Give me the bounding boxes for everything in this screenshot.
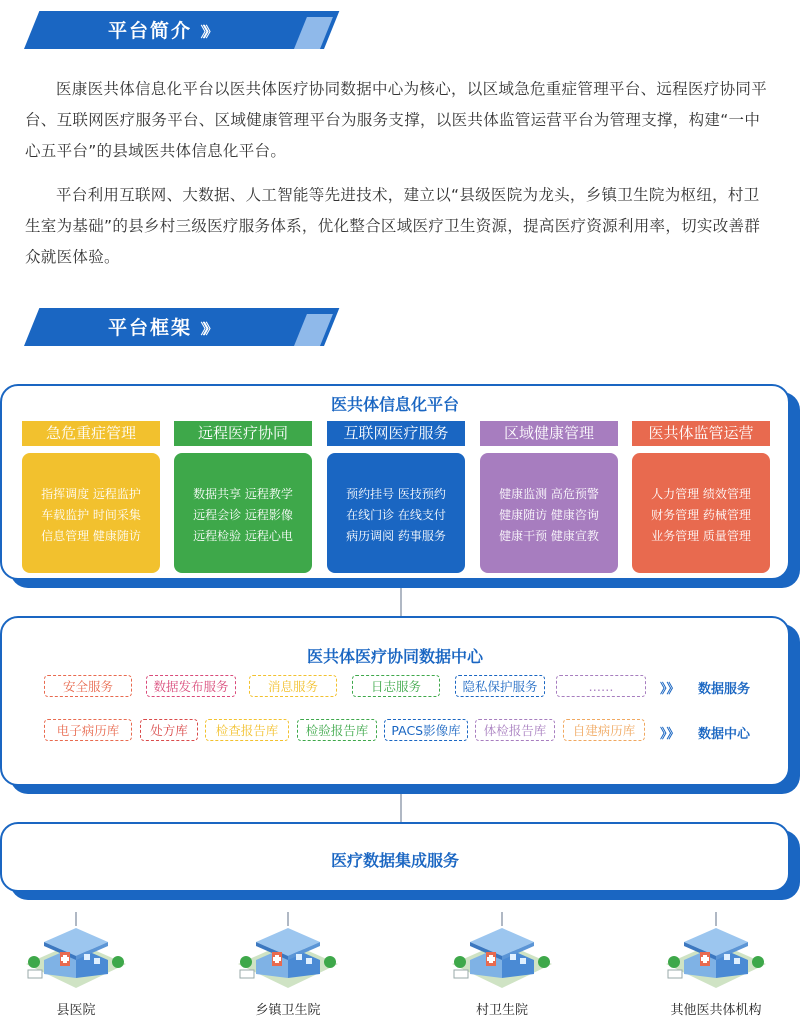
hospital-building-icon: [16, 912, 136, 994]
database-tag: PACS影像库: [384, 719, 468, 741]
intro-section-header: [24, 11, 334, 49]
site: [228, 912, 348, 1018]
database-tag: 检验报告库: [297, 719, 377, 741]
hospital-building-icon: [228, 912, 348, 994]
column-header: 互联网医疗服务: [327, 421, 465, 446]
column-line: 远程会诊 远程影像: [193, 508, 293, 522]
services-arrows: [660, 678, 750, 697]
connector-line: [400, 588, 402, 618]
database-tag: 自建病历库: [563, 719, 645, 741]
column-header: 医共体监管运营: [632, 421, 770, 446]
intro-paragraph-2: 平台利用互联网、大数据、人工智能等先进技术，建立以“县级医院为龙头，乡镇卫生院为枢纽，村卫生室为基础”的县乡村三级医疗服务体系，优化整合区域医疗卫生资源，提高医疗资源利用率，切实改善群众就医体验。: [25, 186, 761, 266]
site: [16, 912, 136, 1018]
integration-panel: [0, 822, 790, 892]
double-arrow-icon: 》》: [660, 727, 680, 742]
site: [656, 912, 776, 1018]
column-line: 在线门诊 在线支付: [346, 508, 446, 522]
column-line: 健康随访 健康咨询: [499, 508, 599, 522]
column-box: [632, 453, 770, 573]
database-tag: 检查报告库: [205, 719, 289, 741]
column-line: 信息管理 健康随访: [41, 529, 141, 543]
integration-title: 医疗数据集成服务: [330, 851, 459, 870]
services-row-label: 数据服务: [698, 682, 751, 697]
db-row-label: 数据中心: [698, 727, 751, 742]
hospital-building-icon: [442, 912, 562, 994]
platform-title: 医共体信息化平台: [330, 395, 459, 414]
column-line: 远程检验 远程心电: [193, 529, 293, 543]
site-label: 县医院: [56, 1003, 96, 1018]
framework-title: 平台框架 》》: [108, 317, 214, 339]
column-header: 远程医疗协同: [174, 421, 312, 446]
service-tag: 数据发布服务: [146, 675, 236, 697]
column-header: 急危重症管理: [22, 421, 160, 446]
database-tag: 电子病历库: [44, 719, 132, 741]
column-box: [327, 453, 465, 573]
hospital-building-icon: [656, 912, 776, 994]
column-box: [22, 453, 160, 573]
column-line: 人力管理 绩效管理: [651, 487, 751, 501]
intro-paragraph-1: 医康医共体信息化平台以医共体医疗协同数据中心为核心，以区域急危重症管理平台、远程医疗协同平台、互联网医疗服务平台、区域健康管理平台为服务支撑，以医共体监管运营平台为管理支撑，构建“一中心五平台”的县域医共体信息化平台。: [25, 80, 768, 160]
connector-line: [400, 794, 402, 824]
column-line: 预约挂号 医技预约: [346, 487, 446, 501]
database-tag: 体检报告库: [475, 719, 555, 741]
site-label: 村卫生院: [475, 1003, 528, 1018]
service-tag: 消息服务: [249, 675, 337, 697]
column-line: 健康监测 高危预警: [499, 487, 599, 501]
data-center-title: 医共体医疗协同数据中心: [306, 647, 483, 666]
column-line: 车载监护 时间采集: [41, 508, 141, 522]
site: [442, 912, 562, 1018]
double-arrow-icon: 》》: [200, 322, 214, 338]
column-line: 业务管理 质量管理: [651, 529, 751, 543]
service-tag: 日志服务: [352, 675, 440, 697]
database-tag: 处方库: [140, 719, 198, 741]
column-box: [480, 453, 618, 573]
db-arrows: [660, 723, 750, 742]
data-center-panel: [0, 616, 790, 786]
site-label: 其他医共体机构: [670, 1003, 762, 1018]
service-tag: 隐私保护服务: [455, 675, 545, 697]
site-label: 乡镇卫生院: [255, 1003, 321, 1018]
column-box: [174, 453, 312, 573]
column-line: 财务管理 药械管理: [651, 508, 751, 522]
column-header: 区域健康管理: [480, 421, 618, 446]
column-line: 健康干预 健康宣教: [499, 529, 599, 543]
framework-section-header: [24, 308, 334, 346]
column-line: 数据共享 远程教学: [193, 487, 293, 501]
service-tag: 安全服务: [44, 675, 132, 697]
service-tag: ……: [556, 675, 646, 697]
double-arrow-icon: 》》: [200, 25, 214, 41]
column-line: 病历调阅 药事服务: [346, 529, 446, 543]
column-line: 指挥调度 远程监护: [41, 487, 141, 501]
double-arrow-icon: 》》: [660, 682, 680, 697]
intro-title: 平台简介 》》: [108, 20, 214, 42]
